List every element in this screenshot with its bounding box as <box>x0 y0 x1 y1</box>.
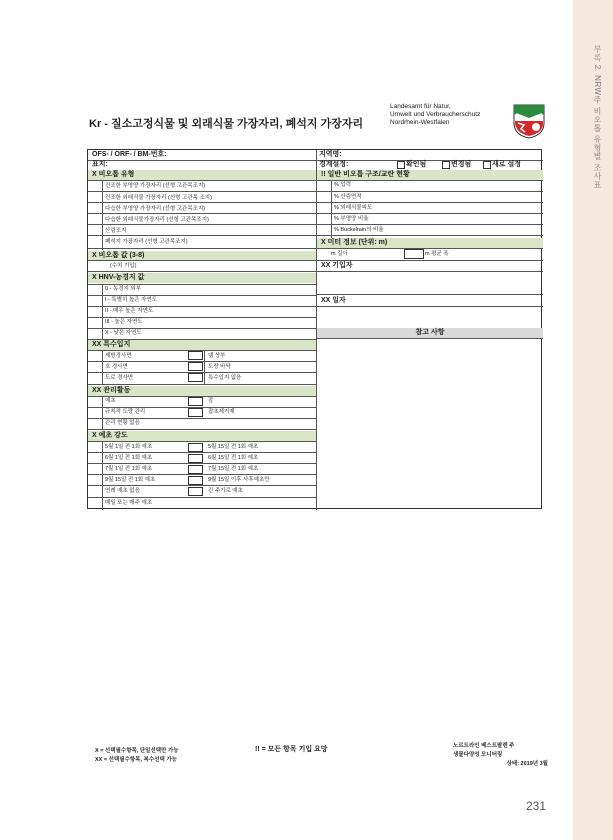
institution-name <box>390 103 480 127</box>
mowing-option[interactable]: 7월 1일 전 1회 예초 <box>105 466 153 472</box>
avg-width-field[interactable]: m 평균 폭 <box>425 251 449 257</box>
structure-field[interactable]: % 외래식물피도 <box>334 205 373 211</box>
legend <box>95 747 179 765</box>
mowing-option[interactable]: 연례 예초 없음 <box>105 488 140 494</box>
region-name-label: 지역명: <box>319 151 342 158</box>
mowing-option[interactable]: 6월 15일 전 1회 예초 <box>208 455 259 461</box>
mowing-checkbox[interactable] <box>188 465 203 474</box>
required-note: !! = 모든 항목 기입 요망 <box>255 746 328 753</box>
hnv-header: X HNV-농경지 값 <box>88 273 316 283</box>
hnv-option[interactable]: 0 - 농경지 외부 <box>105 286 142 292</box>
biotope-type-option[interactable]: 건조한 외래식물 가장자리 (선형 고관목 조지) <box>105 195 212 201</box>
mowing-intensity-header: X 예초 강도 <box>88 431 316 441</box>
biotope-type-option[interactable]: 다습한 외래식물가장자리 (선형 고관목조지) <box>105 217 209 223</box>
side-tab-label: 부록 2. NRW주 비오톱 유형별 조사표 <box>593 45 602 189</box>
boundary-changed-checkbox[interactable] <box>442 161 450 169</box>
biotope-type-option[interactable]: 건조한 부영양 가장자리 (선형 고관목조지) <box>105 183 206 189</box>
boundary-option: 새로 설정 <box>492 161 521 168</box>
reference-header: 참고 사항 <box>317 328 543 338</box>
boundary-new-checkbox[interactable] <box>483 161 491 169</box>
biotope-type-header: X 비오톱 유형 <box>88 170 316 180</box>
legend-line: X = 선택필수항목, 단일선택만 가능 <box>95 748 179 754</box>
monitoring-line: 생물다양성 모니터링 <box>453 752 503 758</box>
management-option[interactable]: 잡초제거제 <box>208 409 235 415</box>
management-checkbox[interactable] <box>188 408 203 417</box>
legend-line: XX = 선택필수항목, 복수선택 가능 <box>95 757 177 763</box>
special-site-checkbox[interactable] <box>188 351 203 360</box>
mowing-checkbox[interactable] <box>188 443 203 452</box>
special-site-checkbox[interactable] <box>188 362 203 371</box>
page-number: 231 <box>526 799 547 813</box>
structure-header: !! 일반 비오톱 구조/교란 현황 <box>317 170 543 180</box>
special-site-option[interactable]: 제방경사면 <box>105 353 132 359</box>
mowing-option[interactable]: 긴 주기로 예초 <box>208 488 243 494</box>
mowing-checkbox[interactable] <box>188 476 203 485</box>
survey-form <box>87 149 542 509</box>
mowing-checkbox[interactable] <box>188 487 203 496</box>
hnv-option[interactable]: II - 매우 높은 자연도 <box>105 308 154 314</box>
institution-line: Landesamt für Natur, <box>390 103 451 110</box>
avg-width-input[interactable] <box>404 249 424 259</box>
boundary-label: 경계설정: <box>319 161 349 168</box>
mowing-option[interactable]: 6월 1일 전 1회 예초 <box>105 455 153 461</box>
percent-input-label: % 입력 <box>334 182 352 188</box>
special-site-option[interactable]: 도로 경사면 <box>105 375 134 381</box>
monitoring-status: 상태: 2019년 3월 <box>506 761 548 767</box>
structure-field[interactable]: % 부영양 비율 <box>334 216 369 222</box>
special-site-header: XX 특수입지 <box>88 340 316 350</box>
ofs-number-label: ÖFS- / ÖRF- / BM-번호: <box>92 151 167 158</box>
length-field[interactable]: m 길이 <box>331 251 348 257</box>
boundary-confirmed-checkbox[interactable] <box>397 161 405 169</box>
structure-field[interactable]: % Buckelrain의 비율 <box>334 227 384 233</box>
management-option[interactable]: 잠 <box>208 398 214 404</box>
monitoring-line: 노르트라인 베스트팔렌 주 <box>453 743 515 749</box>
boundary-option: 확인됨 <box>406 161 427 168</box>
nrw-crest-icon <box>512 103 546 139</box>
biotope-type-option[interactable]: 폐석지 가장자리 (선형 고관목조지) <box>105 239 188 245</box>
mowing-option[interactable]: 5월 1일 전 1회 예초 <box>105 444 153 450</box>
special-site-option[interactable]: 특수입지 없음 <box>208 375 242 381</box>
special-site-option[interactable]: 호 경사면 <box>105 364 128 370</box>
monitoring-info <box>453 742 548 769</box>
structure-field[interactable]: % 산림면적 <box>334 194 362 200</box>
biotope-type-option[interactable]: 다습한 부영양 가장자리 (선형 고관목조지) <box>105 206 206 212</box>
special-site-checkbox[interactable] <box>188 373 203 382</box>
biotope-value-header: X 비오톱 값 (3-8) <box>88 251 316 261</box>
institution-line: Nordrhein-Westfalen <box>390 119 450 126</box>
management-header: XX 관리활동 <box>88 386 316 396</box>
meter-info-header: X 미터 정보 (단위: m) <box>317 238 543 248</box>
hnv-option[interactable]: X - 낮은 자연도 <box>105 330 142 336</box>
date-header: XX 일자 <box>321 297 346 304</box>
hnv-option[interactable]: III - 높은 자연도 <box>105 319 143 325</box>
institution-line: Umwelt und Verbraucherschutz <box>390 111 481 118</box>
mowing-option[interactable]: 9월 15일 이후 사후예초만 <box>208 477 270 483</box>
hnv-option[interactable]: I - 특별히 높은 자연도 <box>105 297 157 303</box>
boundary-option: 변경됨 <box>451 161 472 168</box>
mowing-checkbox[interactable] <box>188 454 203 463</box>
mowing-option[interactable]: 5월 15일 전 1회 예초 <box>208 444 259 450</box>
biotope-value-note[interactable]: (수치 기입) <box>110 263 137 269</box>
special-site-option[interactable]: 도랑 바닥 <box>208 364 231 370</box>
mowing-option[interactable]: 7월 15일 전 1회 예초 <box>208 466 259 472</box>
biotope-type-option[interactable]: 산림조지 <box>105 228 127 234</box>
management-checkbox[interactable] <box>188 397 203 406</box>
management-option[interactable]: 예초 <box>105 398 116 404</box>
mowing-option[interactable]: 매일 또는 매주 예초 <box>105 500 153 506</box>
mowing-option[interactable]: 9월 15일 전 1회 예초 <box>105 477 156 483</box>
page-title: Kr - 질소고정식물 및 외래식물 가장자리, 폐석지 가장자리 <box>89 118 364 130</box>
marker-label: 표지: <box>92 161 108 168</box>
recorder-header: XX 기입자 <box>321 262 353 269</box>
management-option[interactable]: 관리 현황 없음 <box>105 420 140 426</box>
management-option[interactable]: 규칙적 도랑 관리 <box>105 409 146 415</box>
special-site-option[interactable]: 댐 상부 <box>208 353 226 359</box>
